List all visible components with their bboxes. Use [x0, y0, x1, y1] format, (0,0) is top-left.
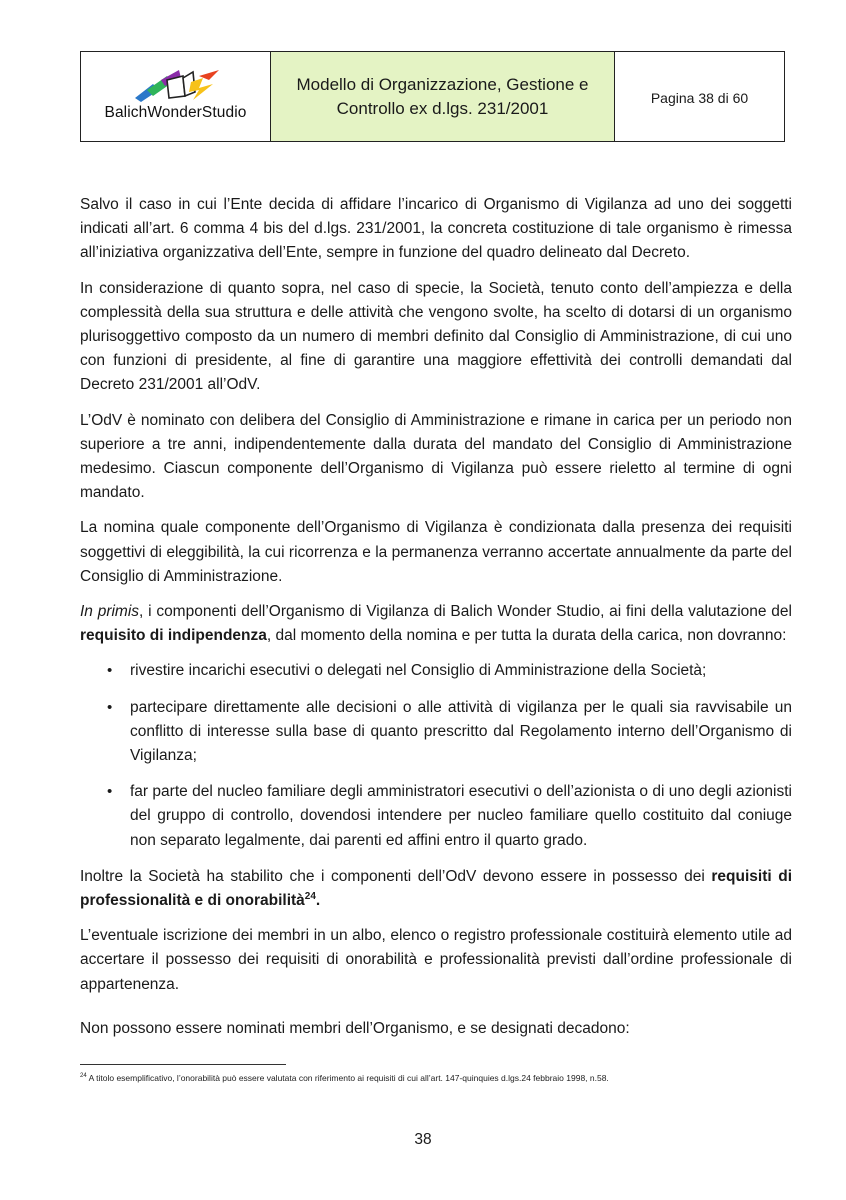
paragraph-5-text-b: , dal momento della nomina e per tutta la durata della carica, non dovranno:: [266, 627, 787, 645]
paragraph-7: L’eventuale iscrizione dei membri in un albo, elenco o registro professionale costituirà elemento utile ad accertare il possesso dei requisiti di onorabilità e professionalità previsti dall’ordine professionale di appartenenza.: [80, 927, 792, 993]
page-number: 38: [414, 1131, 432, 1148]
page-indicator: Pagina 38 di 60: [650, 90, 749, 106]
document-title: [271, 52, 615, 141]
body-content: [80, 193, 792, 1052]
paragraph-4: La nomina quale componente dell’Organismo di Vigilanza è condizionata dalla presenza dei requisiti soggettivi di eleggibilità, la cui ricorrenza e la permanenza verranno accertate annualmente da parte del Consiglio di Amministrazione.: [80, 519, 792, 585]
document-header: [80, 51, 785, 142]
logo-cell: [81, 52, 271, 141]
bullet-icon: •: [107, 662, 113, 680]
bullet-icon: •: [107, 698, 113, 716]
footnote-number: 24: [80, 1073, 87, 1080]
paragraph-2: In considerazione di quanto sopra, nel caso di specie, la Società, tenuto conto dell’ampiezza e della complessità della sua struttura e delle attività che vengono svolte, ha scelto di dotarsi di un organismo plurisoggettivo composto da un numero di membri definito dal Consiglio di Amministrazione, di cui uno con funzioni di presidente, al fine di garantire una maggiore effettività dei controlli demandati dal Decreto 231/2001 all’OdV.: [80, 279, 792, 394]
list-item: [80, 659, 792, 683]
paragraph-8: Non possono essere nominati membri dell’Organismo, e se designati decadono:: [80, 1019, 630, 1037]
company-logo-icon: [133, 66, 223, 104]
bullet-icon: •: [107, 783, 113, 801]
paragraph-5: [80, 600, 792, 648]
paragraph-6-text: Inoltre la Società ha stabilito che i componenti dell’OdV devono essere in possesso dei: [80, 867, 712, 885]
paragraph-6-end: .: [315, 892, 321, 910]
logo-text: BalichWonderStudio: [104, 104, 247, 121]
footnote: [80, 1073, 792, 1083]
title-line-1: Modello di Organizzazione, Gestione e: [296, 74, 589, 94]
paragraph-1: Salvo il caso in cui l’Ente decida di affidare l’incarico di Organismo di Vigilanza ad uno dei soggetti indicati all’art. 6 comma 4 bis del d.lgs. 231/2001, la concreta costituzione di tale organismo è rimessa all’iniziativa organizzativa dell’Ente, sempre in funzione del quadro delineato dal Decreto.: [80, 196, 792, 262]
independence-requirement: requisito di indipendenza: [80, 627, 267, 645]
paragraph-5-text-a: , i componenti dell’Organismo di Vigilanza di Balich Wonder Studio, ai fini della valutazione del: [139, 603, 792, 621]
professional-requirements-text: requisiti di professionalità e di onorabilità: [80, 867, 793, 910]
footnote-reference[interactable]: 24: [304, 890, 316, 902]
list-item-text: rivestire incarichi esecutivi o delegati nel Consiglio di Amministrazione della Società;: [130, 662, 707, 680]
footnote-text: A titolo esemplificativo, l’onorabilità può essere valutata con riferimento ai requisiti di cui all’art. 147-quinquies d.lgs.24 febbraio 1998, n.58.: [86, 1073, 609, 1083]
list-item-text: far parte del nucleo familiare degli amministratori esecutivi o dell’azionista o di uno degli azionisti del gruppo di controllo, dovendosi intendere per nucleo familiare quello costituito dal coniuge non separato legalmente, dai parenti ed affini entro il quarto grado.: [130, 783, 792, 849]
list-item: [80, 696, 792, 769]
list-item: [80, 780, 792, 853]
list-item-text: partecipare direttamente alle decisioni o alle attività di vigilanza per le quali sia ravvisabile un conflitto di interesse sulla base di quanto prescritto dal Regolamento interno dell’Organismo di Vigilanza;: [130, 698, 792, 765]
paragraph-6: [80, 865, 792, 913]
footnote-separator: [80, 1064, 286, 1065]
title-line-2: Controllo ex d.lgs. 231/2001: [336, 98, 549, 118]
requirements-list: [80, 659, 792, 852]
in-primis-italic: In primis: [80, 603, 140, 621]
paragraph-3: L’OdV è nominato con delibera del Consiglio di Amministrazione e rimane in carica per un periodo non superiore a tre anni, indipendentemente dalla durata del mandato del Consiglio di Amministrazione medesimo. Ciascun componente dell’Organismo di Vigilanza può essere rieletto al termine di ogni mandato.: [80, 411, 792, 502]
